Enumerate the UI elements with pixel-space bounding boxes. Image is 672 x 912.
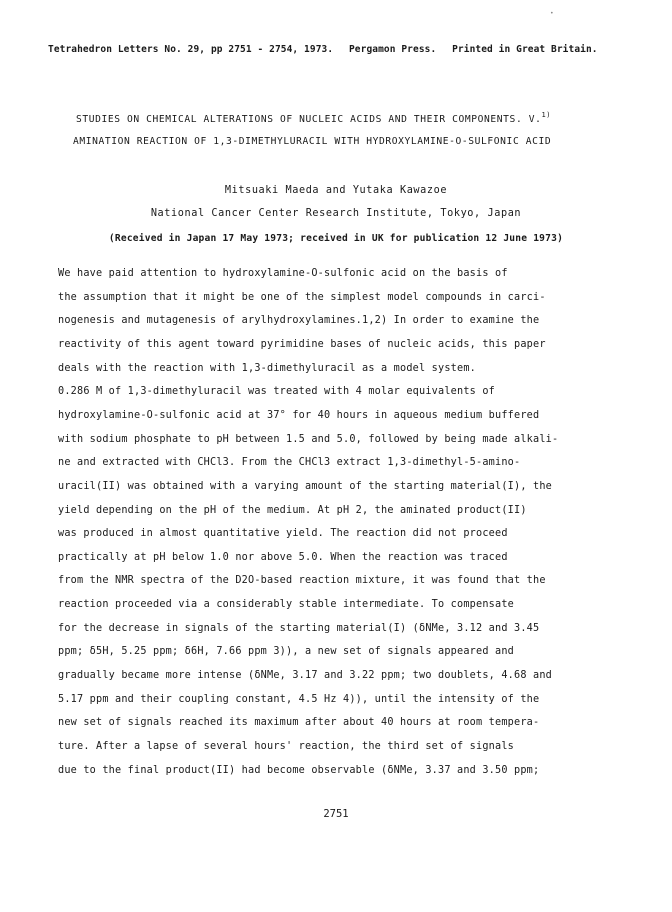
body-line: reactivity of this agent toward pyrimidine bases of nucleic acids, this paper: [58, 338, 546, 350]
received-dates: (Received in Japan 17 May 1973; received in UK for publication 12 June 1973): [108, 233, 564, 244]
title-ref: 1): [541, 111, 552, 119]
body-line: uracil(II) was obtained with a varying amount of the starting material(I), the: [58, 480, 553, 492]
body-line: ppm; δ5H, 5.25 ppm; δ6H, 7.66 ppm 3)), a new set of signals appeared and: [58, 646, 515, 658]
body-line: hydroxylamine-O-sulfonic acid at 37° for 40 hours in aqueous medium buffered: [58, 409, 540, 421]
journal-citation: Tetrahedron Letters No. 29, pp 2751 - 2754, 1973.: [48, 44, 334, 55]
body-line: the assumption that it might be one of the simplest model compounds in carci-: [58, 291, 546, 303]
body-line: due to the final product(II) had become observable (δNMe, 3.37 and 3.50 ppm;: [58, 764, 540, 776]
body-line: from the NMR spectra of the D2O-based reaction mixture, it was found that the: [58, 575, 546, 587]
running-header: [48, 44, 608, 55]
body-line: deals with the reaction with 1,3-dimethyluracil as a model system.: [58, 362, 477, 374]
body-line: 0.286 M of 1,3-dimethyluracil was treated with 4 molar equivalents of: [58, 386, 496, 398]
body-line: 5.17 ppm and their coupling constant, 4.5 Hz 4)), until the intensity of the: [58, 693, 540, 705]
authors: Mitsuaki Maeda and Yutaka Kawazoe: [224, 185, 448, 196]
printed-location: Printed in Great Britain.: [452, 44, 598, 55]
body-line: new set of signals reached its maximum after about 40 hours at room tempera-: [58, 717, 540, 729]
body-line: nogenesis and mutagenesis of arylhydroxylamines.1,2) In order to examine the: [58, 315, 540, 327]
body-line: We have paid attention to hydroxylamine-O-sulfonic acid on the basis of: [58, 268, 508, 279]
body-line: was produced in almost quantitative yield. The reaction did not proceed: [58, 528, 508, 540]
body-line: ture. After a lapse of several hours' reaction, the third set of signals: [58, 741, 515, 752]
body-line: for the decrease in signals of the starting material(I) (δNMe, 3.12 and 3.45: [58, 622, 540, 634]
institution: National Cancer Center Research Institute, Tokyo, Japan: [150, 208, 522, 219]
page-number: 2751: [323, 808, 349, 820]
body-line: practically at pH below 1.0 nor above 5.0. When the reaction was traced: [58, 551, 508, 563]
body-line: reaction proceeded via a considerably stable intermediate. To compensate: [58, 599, 515, 611]
body-line: gradually became more intense (δNMe, 3.17 and 3.22 ppm; two doublets, 4.68 and: [58, 670, 553, 682]
speck-mark: •: [550, 10, 554, 17]
title-line-2: AMINATION REACTION OF 1,3-DIMETHYLURACIL WITH HYDROXYLAMINE-O-SULFONIC ACID: [73, 136, 552, 147]
publisher: Pergamon Press.: [348, 44, 437, 55]
body-line: yield depending on the pH of the medium. At pH 2, the aminated product(II): [58, 504, 527, 516]
body-line: ne and extracted with CHCl3. From the CHCl3 extract 1,3-dimethyl-5-amino-: [58, 457, 521, 469]
body-line: with sodium phosphate to pH between 1.5 and 5.0, followed by being made alkali-: [58, 433, 559, 445]
title-line-1: STUDIES ON CHEMICAL ALTERATIONS OF NUCLEIC ACIDS AND THEIR COMPONENTS. V.$^{1)}$: [76, 111, 552, 125]
